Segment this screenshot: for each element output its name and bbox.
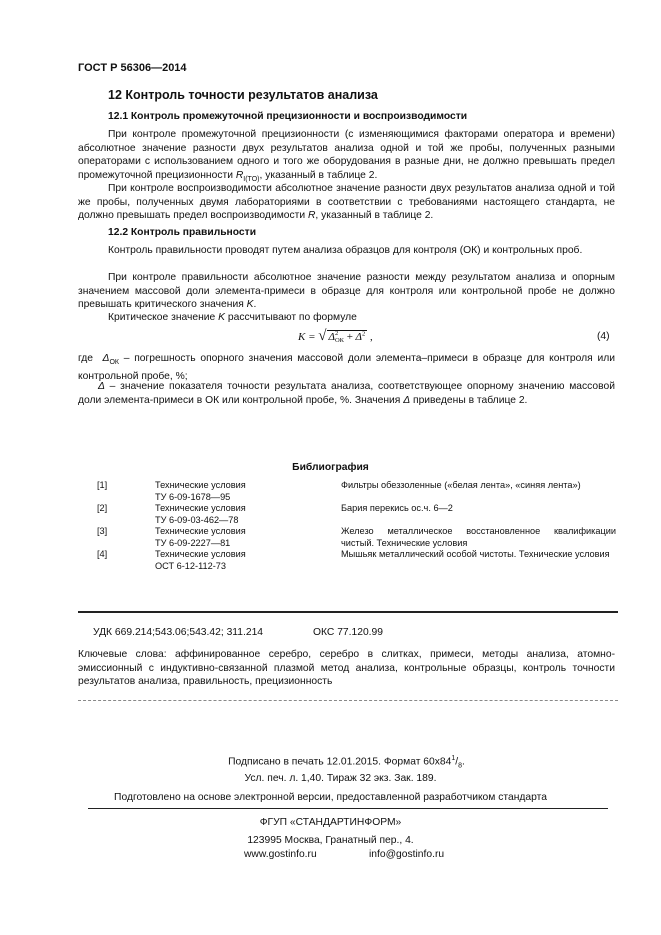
symbol: Δ [98,381,105,392]
paragraph-reproducibility [78,182,615,223]
delta-symbol: Δ [355,331,362,343]
text: , указанный в таблице 2. [259,169,378,181]
imprint-print-line: Усл. печ. л. 1,40. Тираж 32 экз. Зак. 189. [244,773,437,784]
paragraph-trueness-control: Контроль правильности проводят путем анализа образцов для контроля (ОК) и контрольных проб. [108,245,583,256]
bib-number: [3] [97,526,108,536]
bib-type-code: ТУ 6-09-1678—95 [155,491,231,502]
bib-type [155,526,325,549]
paragraph-trueness-criterion [78,271,615,312]
bib-type [155,549,325,572]
symbol: R [235,169,244,181]
symbol: K [218,312,226,323]
bib-number: [2] [97,503,108,513]
imprint-signed [16,755,661,769]
bib-type-line: Технические условия [155,480,246,490]
superscript: 2 [362,330,366,338]
text: При контроле правильности абсолютное значение разности между результатом анализа и опорным значением массовой доли элемента-примеси в образце для контроля или контрольной пробе не должно превышать критического значения [78,272,615,310]
plus-sign: + [346,331,353,343]
text: , указанный в таблице 2. [315,210,434,221]
bib-type [155,503,325,526]
text: . [253,299,257,310]
bib-type-line: Технические условия [155,503,246,513]
section-title: 12 Контроль точности результатов анализа [108,88,378,102]
text: – погрешность опорного значения массовой доли элемента–примеси в образце для контроля или контрольной пробе, %; [78,353,615,382]
paragraph-intermediate-precision [78,128,615,186]
text: рассчитывают по формуле [225,312,357,323]
keywords: Ключевые слова: аффинированное серебро, серебро в слитках, примеси, методы анализа, атомно-эмиссионный с индуктивно-связанной плазмой метод анализа, контрольные образцы, контроль точности результатов анализа, правильность, прецизионность [78,649,615,687]
text: где [78,353,94,364]
bib-type-code: ОСТ 6-12-112-73 [155,560,227,571]
bib-type [155,480,325,503]
subscript: ОК [109,359,119,367]
formula-comma: , [370,331,373,343]
subsection-12-2-title: 12.2 Контроль правильности [108,227,257,238]
subsection-12-1-title: 12.1 Контроль промежуточной прецизионности и воспроизводимости [108,111,468,122]
text: приведены в таблице 2. [410,394,528,406]
radicand [327,330,368,343]
sqrt-icon: √ [318,328,327,344]
bib-number: [4] [97,549,108,559]
bib-type-line: Технические условия [155,526,246,536]
formula-lhs: K = [298,331,316,343]
text: При контроле воспроизводимости абсолютное значение разности двух результатов анализа одной и той же пробы, полученных двумя лабораториями в соответствии с требованиями настоящего стандарта, не должно превышать предел воспроизводимости [78,183,615,221]
superscript: 2 [334,330,339,338]
bib-type-code: ТУ 6-09-2227—81 [155,537,231,548]
bib-title: Бария перекись ос.ч. 6—2 [341,503,453,513]
bib-title: Фильтры обеззоленные («белая лента», «синяя лента») [341,480,581,490]
publisher-email[interactable]: info@gostinfo.ru [369,849,445,860]
bibliography-title: Библиография [292,462,369,473]
publisher-website[interactable]: www.gostinfo.ru [244,849,317,860]
subscript: I(TO) [243,175,260,183]
text: При контроле промежуточной прецизионности (с изменяющимися факторами оператора и времени) абсолютное значение разности двух результатов анализа одной и той же пробы, полученных разными операторами с использованием одного и того же оборудования в разные дни, не должно превышать предел промежуточной прецизионности [78,129,615,181]
delta-ok-symbol: Δ [328,331,335,343]
separator-rule [78,611,618,613]
separator-rule-light [78,700,618,701]
bib-number: [1] [97,480,108,490]
subscript: 8 [458,762,463,770]
bib-title: Мышьяк металлический особой чистоты. Технические условия [341,549,610,559]
symbol: K [246,299,254,310]
slash: / [455,756,459,768]
imprint-prepared: Подготовлено на основе электронной версии, предоставленной разработчиком стандарта [114,792,547,803]
delta-ok-indices [335,330,344,344]
text: Критическое значение [108,312,219,323]
paragraph-where-delta-ok [78,352,615,383]
bib-type-line: Технические условия [155,549,246,559]
symbol: R [307,210,316,221]
publisher-address: 123995 Москва, Гранатный пер., 4. [247,835,414,846]
superscript: 1 [451,755,456,762]
paragraph-critical-value [78,311,615,325]
bib-title: Железо металлическое восстановленное квалификации чистый. Технические условия [341,526,616,548]
text: Подписано в печать 12.01.2015. Формат 60х84 [228,756,452,768]
text: . [462,756,465,768]
formula-critical-value [298,328,373,345]
text: – значение показателя точности результата анализа, соответствующее опорному значению массовой доли элемента-примеси в ОК или контрольной пробе, %. Значения [78,381,615,406]
symbol: Δ [403,394,411,406]
document-code: ГОСТ Р 56306—2014 [78,62,187,74]
paragraph-delta-definition [78,380,615,407]
imprint-rule [88,808,608,809]
udk-code: УДК 669.214;543.06;543.42; 311.214 [93,627,264,638]
symbol: Δ [102,353,110,364]
subscript: ОК [334,337,344,345]
publisher-name: ФГУП «СТАНДАРТИНФОРМ» [259,817,402,828]
equation-number: (4) [597,331,610,342]
oks-code: ОКС 77.120.99 [313,627,383,638]
bib-type-code: ТУ 6-09-03-462—78 [155,514,239,525]
